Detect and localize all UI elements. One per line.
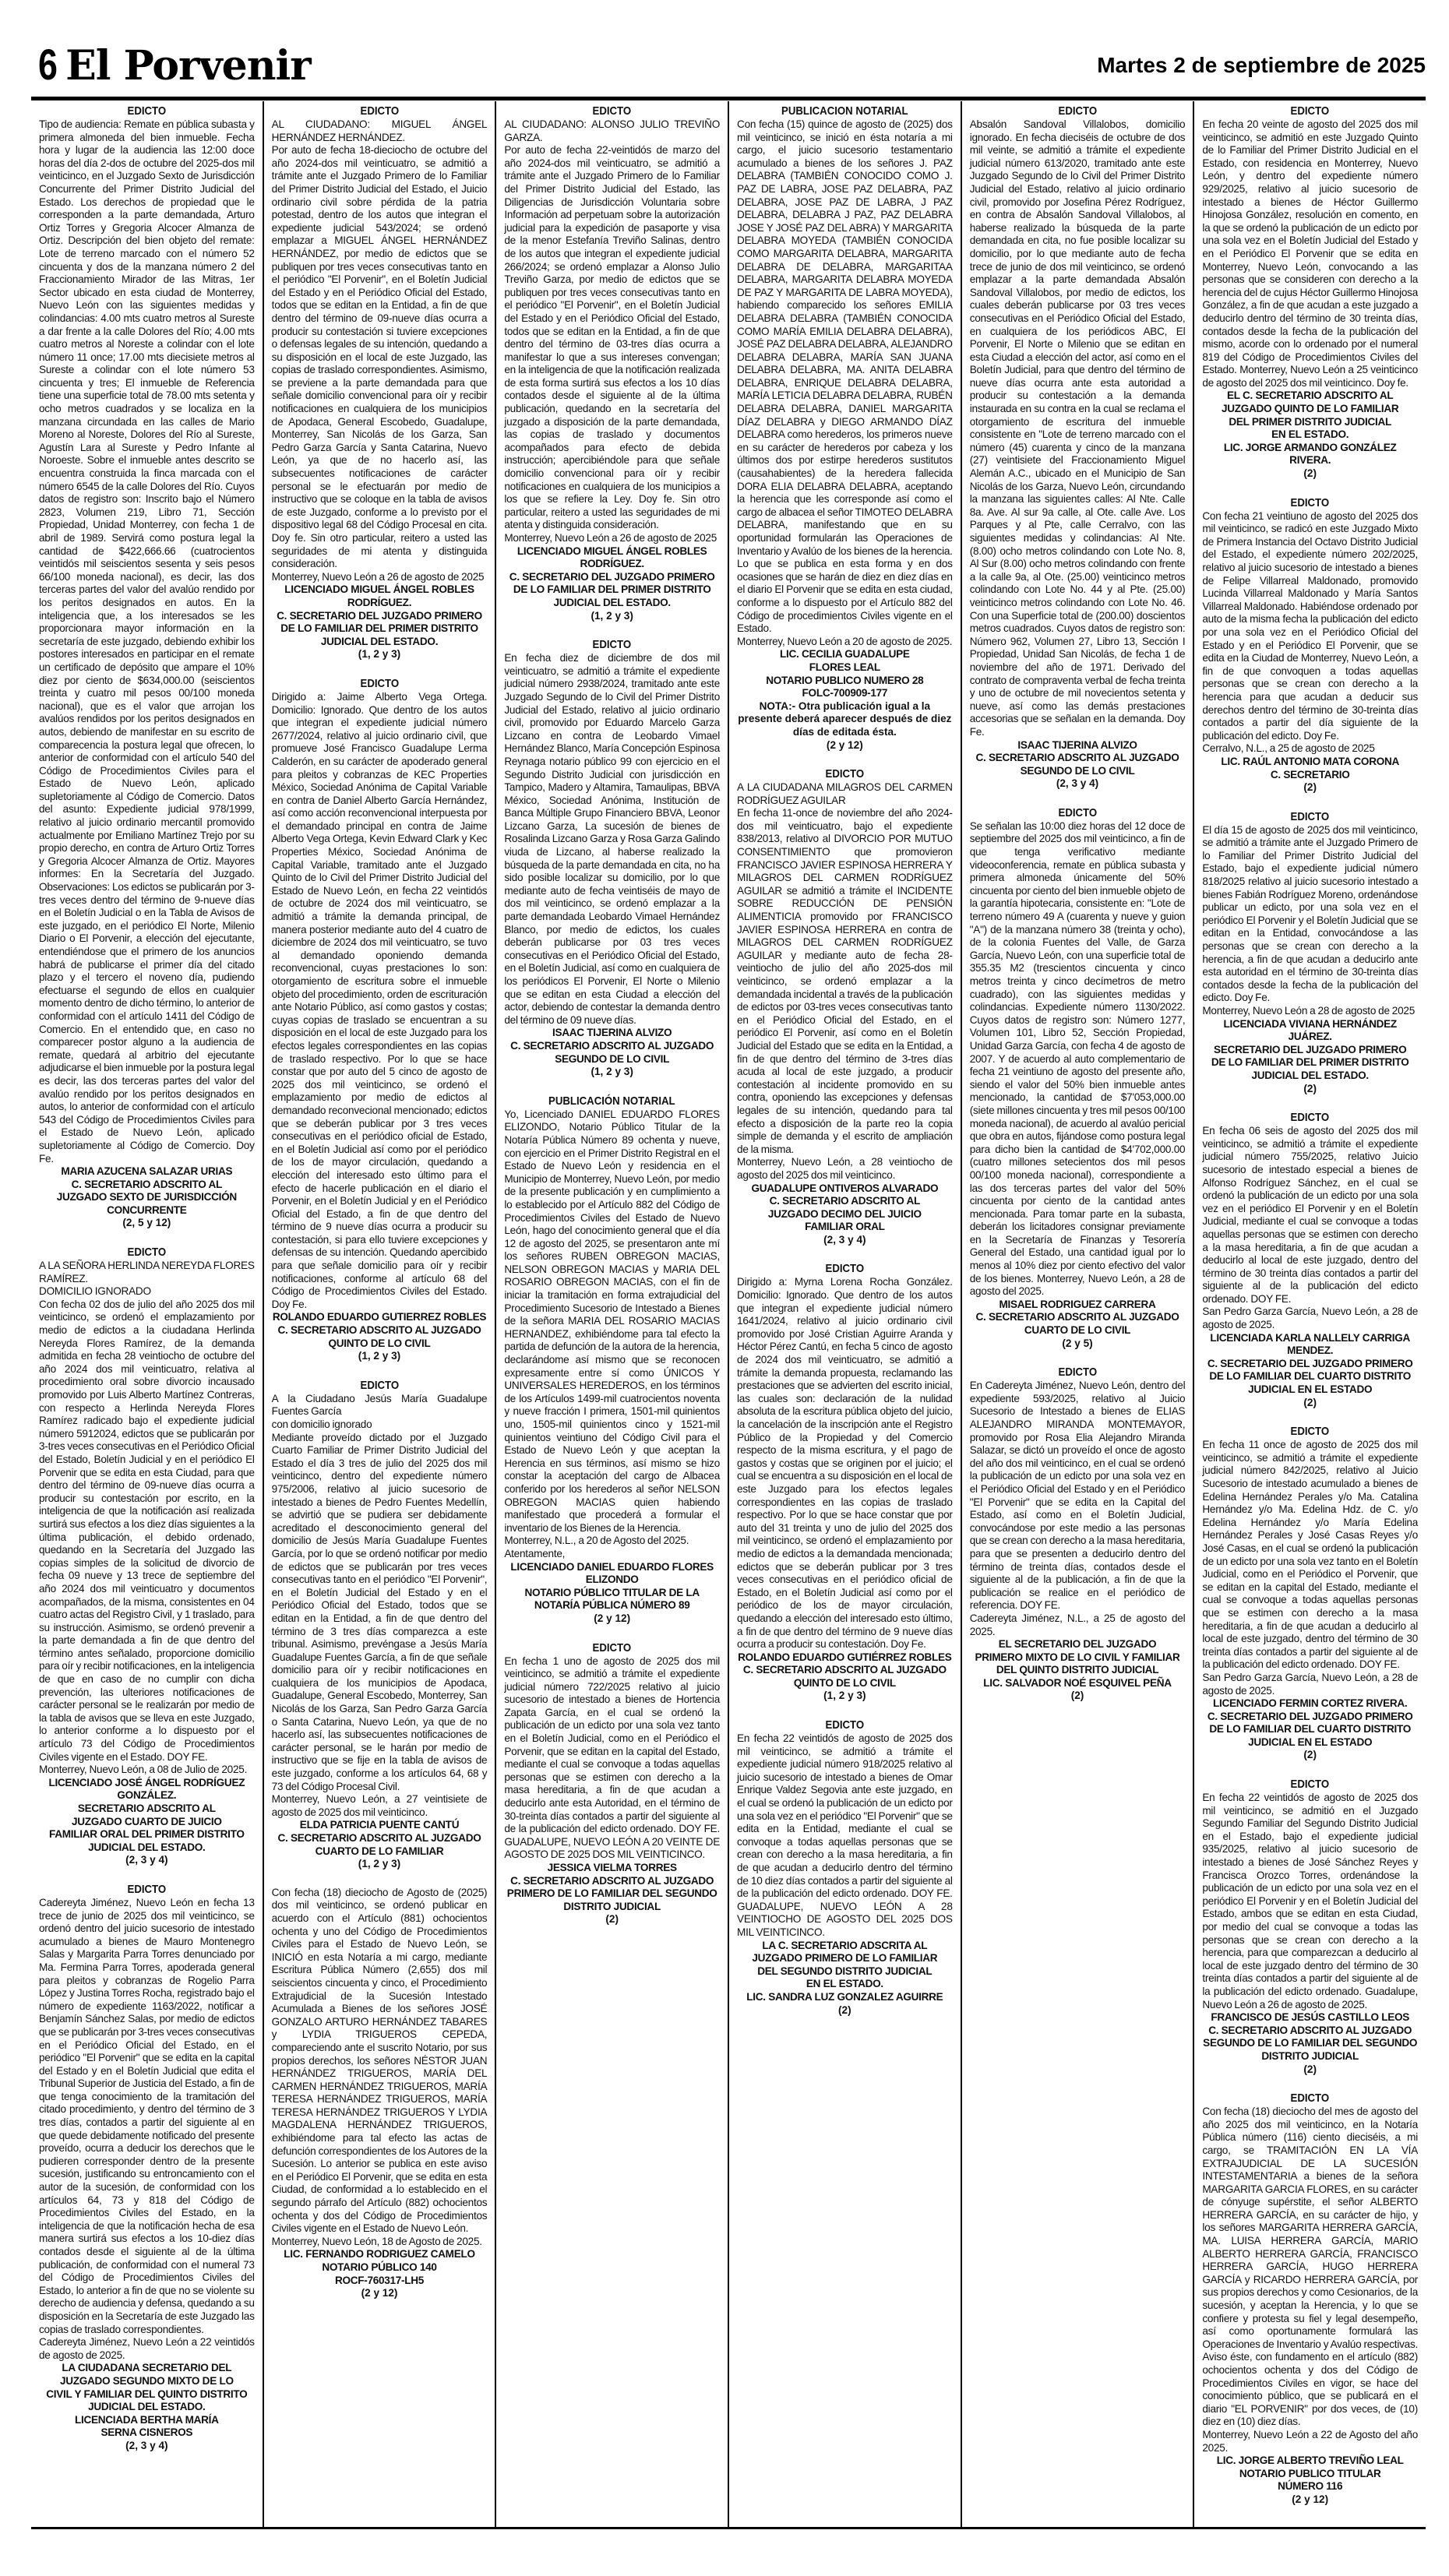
legal-notice	[1202, 1111, 1418, 1409]
signature-line: EL C. SECRETARIO ADSCRITO AL	[1226, 389, 1394, 402]
publication-note: NOTA:- Otra publicación igual a la presente deberá aparecer después de diez días de editada ésta.	[738, 700, 952, 738]
signature-block	[1202, 2454, 1418, 2493]
signature-block	[1202, 389, 1418, 467]
signature-line: LIC. SALVADOR NOÉ ESQUIVEL PEÑA	[983, 1676, 1172, 1689]
signature-line: RODRÍGUEZ.	[347, 596, 412, 608]
signature-line: C. SECRETARIO ADSCRITO AL JUZGADO	[742, 1664, 947, 1676]
signature-line: CUARTO DE LO FAMILIAR	[315, 1845, 444, 1857]
notice-paragraph: Cerralvo, N.L., a 25 de agosto de 2025	[1202, 742, 1375, 755]
notice-title: EDICTO	[1290, 2091, 1330, 2106]
signature-line: C. SECRETARIO ADSCRITO AL JUZGADO	[510, 1039, 714, 1052]
legal-notice	[1202, 1425, 1418, 1762]
notice-paragraph: Cadereyta Jiménez, Nuevo León a 22 veintidós de agosto de 2025.	[39, 2336, 255, 2361]
notice-paragraph: Monterrey, N.L., a 20 de Agosto del 2025.	[504, 1535, 689, 1547]
signature-line: LIC. CECILIA GUADALUPE	[780, 648, 910, 661]
notice-title: EDICTO	[1058, 1366, 1097, 1380]
signature-line: NOTARÍA PÚBLICA NÚMERO 89	[534, 1599, 690, 1612]
signature-line: JUZGADO DECIMO DEL JUICIO	[767, 1207, 922, 1220]
notice-paragraph: San Pedro Garza García, Nuevo León, a 28 de agosto de 2025.	[1202, 1671, 1419, 1697]
notice-body	[1202, 118, 1418, 389]
notice-paragraph: con domicilio ignorado	[271, 1418, 372, 1430]
notice-paragraph: Absalón Sandoval Villalobos, domicilio ignorado. En fecha dieciséis de octubre de dos mil veinte, se admitió a trámite el expediente judicial número 613/2020, tramitado ante este Juzgado Segundo de lo Civil del Primer Distrito Judicial del Estado, relativo al juicio ordinario civil, promovido por Josefina Pérez Rodríguez, en contra de Absalón Sandoval Villalobos, al haberse realizado la búsqueda de la parte demandada en cita, no fue posible localizar su domicilio, por lo que mediante auto de fecha trece de junio de dos mil veinticinco, se ordenó emplazar a la parte demandada Absalón Sandoval Villalobos, por medio de edictos, los cuales deberán publicarse por 03 tres veces consecutivas en el Periódico Oficial del Estado, en cualquiera de los periódicos ABC, El Porvenir, El Norte o Milenio que se editan en esta Ciudad a elección del actor, así como en el Boletín Judicial, para que dentro del término de nueve días ocurra ante esta autoridad a producir su contestación a la demanda instaurada en su contra en la cual se reclama el otorgamiento de escritura del inmueble consistente en "Lote de terreno marcado con el número (45) cuarenta y cinco de la manzana (27) veintisiete del Fraccionamiento Miguel Alemán A.C., ubicado en el Municipio de San Nicolás de los Garza, Nuevo León, circundando la manzana las siguientes calles: Al Nte. Calle 8a. Ave. Al sur 9a calle, al Ote. calle Ave. Los Parques y al Pte, calle Cerralvo, con las siguientes medidas y colindancias: Al Nte. (8.00) ocho metros colindando con Lote No. 8, Al Sur (8.00) ocho metros colindando con frente a la calle 9a, al Ote. (25.00) veinticinco metros colindando con Lote No. 44 y al Pte. (25.00) veinticinco metros colindando con Lote No. 46. Con una Superficie total de (200.00) doscientos metros cuadrados. Cuyos datos de registro son: Número 962, Volumen 27, Libro 13, Sección I Propiedad, Unidad San Nicolás, de fecha 1 de noviembre del año de 1971. Derivado del contrato de compraventa verbal de fecha treinta y uno de octubre de mil novecientos setenta y nueve, así como las demás prestaciones accesorias que se señalan en la demanda. Doy Fe.	[969, 118, 1186, 738]
signature-line: LICENCIADO FERMIN CORTEZ RIVERA.	[1212, 1697, 1408, 1710]
signature-line: ROLANDO EDUARDO GUTIERREZ ROBLES	[272, 1311, 487, 1323]
publication-code: (2)	[1303, 2063, 1317, 2075]
legal-notice	[737, 767, 953, 1246]
signature-block	[1202, 1697, 1418, 1749]
notice-body	[737, 118, 953, 648]
column-6	[1194, 101, 1426, 2527]
notice-body	[1202, 510, 1418, 756]
publication-code: (1, 2 y 3)	[591, 609, 633, 622]
signature-line: LA C. SECRETARIO ADSCRITA AL	[762, 1939, 928, 1951]
signature-line: NOTARIO PUBLICO TITULAR	[1239, 2467, 1381, 2479]
notice-body	[970, 820, 1186, 1299]
legal-notice	[1202, 104, 1418, 481]
signature-line: SECRETARIO DEL JUZGADO PRIMERO	[1214, 1043, 1407, 1055]
notice-body	[272, 1393, 488, 1820]
publication-code: (2)	[838, 2003, 851, 2016]
signature-line: JUZGADO PRIMERO DE LO FAMILIAR	[752, 1952, 938, 1965]
notice-title: EDICTO	[825, 1718, 865, 1732]
signature-block	[1202, 1332, 1418, 1397]
signature-block	[1202, 2011, 1418, 2063]
notice-title: EDICTO	[1290, 1425, 1330, 1439]
column-1	[31, 101, 264, 2527]
notice-body	[504, 1108, 720, 1561]
signature-line: JUDICIAL EN EL ESTADO	[1248, 1736, 1373, 1748]
publication-code: (2, 3 y 4)	[125, 1854, 168, 1866]
legal-notice	[39, 104, 255, 1230]
publication-code: (2 y 12)	[826, 738, 863, 751]
signature-block	[272, 2248, 488, 2287]
notice-paragraph: Con fecha (18) dieciocho del mes de agosto del año 2025 dos mil veinticinco, en la Notaría Pública número (116) ciento dieciséis, a mi cargo, se TRAMITACIÓN EN LA VÍA EXTRAJUDICIAL DE LA SUCESIÓN INTESTAMENTARIA a bienes de la señora MARGARITA GARCIA FLORES, en su carácter de cónyuge supérstite, el señor ALBERTO HERRERA GARCÍA, en su carácter de hijo, y los señores MARGARITA HERRERA GARCÍA, MA. LUISA HERRERA GARCÍA, MARIO ALBERTO HERRERA GARCÍA, FRANCISCO HERRERA GARCÍA, HUGO HERRERA GARCÍA y RICARDO HERRERA GARCÍA, por sus propios derechos y como Cesionarios, de la sucesión, y aceptan la Herencia, y lo que se confiere y protesta su fiel y legal desempeño, así como oportunamente formulará las Operaciones de Inventario y Avalúo respectivas. Aviso éste, con fundamento en el artículo (882) ochocientos ochenta y dos del Código de Procedimientos Civiles en vigor, se hace del conocimiento público, que se publicará en el diario "EL PORVENIR" por dos veces, de (10) diez en (10) diez días.	[1202, 2106, 1419, 2428]
notice-paragraph: Cadereyta Jiménez, Nuevo León en fecha 13 trece de junio de 2025 dos mil veinticinco, se ordenó dentro del juicio sucesorio de intestado acumulado a bienes de Mauro Montenegro Salas y Margarita Parra Torres denunciado por Ma. Fermina Parra Torres, apoderada general para pleitos y cobranzas de Rogelio Parra López y Justina Torres Rocha, registrado bajo el número de expediente 1163/2022, notificar a Benjamín Sánchez Salas, por medio de edictos que se publicarán por 3-tres veces consecutivas en el Periódico Oficial del Estado, en el periódico "El Porvenir" que se edita en la capital del Estado y en el Boletín Judicial que edita el Tribunal Superior de Justicia del Estado, a fin de que tenga conocimiento de la tramitación del citado procedimiento, y dentro del término de 3 tres días, contados a partir del siguiente al en que quede debidamente notificado del presente proveído, ocurra a deducir los derechos que le pudieren corresponder dentro de la presente sucesión, justificando su entroncamiento con el autor de la sucesión, de conformidad con los artículos 64, 73 y 818 del Código de Procedimientos Civiles del Estado, en la inteligencia de que la notificación hecha de esa manera surtirá sus efectos a los 10-diez días contados desde el siguiente al de la última publicación, de conformidad con el numeral 73 del Código de Procedimientos Civiles del Estado, lo anterior a fin de que no se violente su derecho de audiencia y defensa, quedando a su disposición en la Secretaría de este Juzgado las copias de traslado correspondientes.	[39, 1896, 255, 2335]
signature-line: NÚMERO 116	[1278, 2480, 1343, 2493]
notice-body	[1202, 1439, 1418, 1697]
signature-line: CONCURRENTE	[107, 1203, 187, 1216]
signature-block	[737, 1182, 953, 1234]
notice-paragraph: En fecha 22 veintidós de agosto de 2025 dos mil veinticinco, se admitió en el Juzgado Segundo Familiar del Segundo Distrito Judicial en el Estado, bajo el expediente judicial 935/2025, relativo al juicio sucesorio de intestado a bienes de José Sánchez Reyes y Francisca Orozco Torres, ordenándose la publicación de un edicto por una sola vez en el periódico El Porvenir y en el Boletín Judicial del Estado, ambos que se editan en esta Ciudad, por medio del cual se convoque a todas las personas que se crean con derecho a la herencia, para que comparezcan a deducirlo al local de este juzgado dentro del término de 30 treinta días contados a partir del siguiente al de la publicación del edicto ordenado. Guadalupe, Nuevo León a 26 de agosto de 2025.	[1202, 1792, 1419, 2010]
notice-title: EDICTO	[360, 104, 399, 118]
signature-line: GONZÁLEZ.	[117, 1789, 177, 1802]
notice-title: EDICTO	[360, 1378, 399, 1392]
notice-paragraph: AL CIUDADANO: MIGUEL ÁNGEL HERNÁNDEZ HERNÁNDEZ.	[271, 118, 488, 143]
signature-line: RODRÍGUEZ.	[580, 558, 644, 570]
notice-paragraph: En fecha 11-once de noviembre del año 2024-dos mil veinticuatro, bajo el expediente 838/2013, relativo al DIVORCIO POR MUTUO CONSENTIMIENTO que promovieron FRANCISCO JAVIER ESPINOSA HERRERA Y MILAGROS DEL CARMEN RODRÍGUEZ AGUILAR se admitió a trámite el INCIDENTE SOBRE REDUCCIÓN DE PENSIÓN ALIMENTICIA promovido por FRANCISCO JAVIER ESPINOSA HERRERA en contra de MILAGROS DEL CARMEN RODRÍGUEZ AGUILAR y mediante auto de fecha 28-veintiocho de julio del año 2025-dos mil veinticinco, se ordenó emplazar a la demandada incidental a través de la publicación de edictos por 03-tres veces consecutivas tanto en el Periódico Oficial del Estado, en el periódico El Porvenir, así como en el Boletín Judicial del Estado que se edita en la Entidad, a fin de que dentro del término de 3-tres días acuda al local de este juzgado, a producir contestación al incidente promovido en su contra, oponiendo las excepciones y defensas legales de su intención, quedando para tal efecto a disposición de la parte reo la copia simple de demanda y el escrito de ampliación de la misma.	[737, 807, 953, 1155]
column-3	[496, 101, 729, 2527]
notice-paragraph: Mediante proveído dictado por el Juzgado Cuarto Familiar de Primer Distrito Judicial del Estado el día 3 tres de julio del 2025 dos mil veinticinco, dentro del expediente número 975/2006, relativo al juicio sucesorio de intestado a bienes de Pedro Fuentes Medellín, se advirtió que se pudiera ser debidamente acreditado el desconocimiento general del domicilio de Jesús María Guadalupe Fuentes García, por lo que se ordenó notificar por medio de edictos que se publicarán por tres veces consecutivas tanto en el periódico "El Porvenir", en el Boletín Judicial del Estado y en el Periódico Oficial del Estado, todos que se editan en la Entidad, a fin de que dentro del término de 3 tres días comparezca a este tribunal. Asimismo, prevéngase a Jesús María Guadalupe Fuentes García, a fin de que señale domicilio para oír y recibir notificaciones en cualquiera de los municipios de Apodaca, Guadalupe, General Escobedo, Monterrey, San Nicolás de los Garza, San Pedro Garza García o Santa Catarina, Nuevo León, ya que de no hacerlo así, las subsecuentes notificaciones de carácter personal, se le harán por medio de instructivo que se fije en la tabla de avisos de este juzgado, conforme a los artículos 64, 68 y 73 del Código Procesal Civil.	[271, 1431, 488, 1792]
legal-notice	[1202, 496, 1418, 795]
notice-body	[504, 118, 720, 545]
legal-notice	[1202, 2091, 1418, 2506]
signature-line: NOTARIO PÚBLICO TITULAR DE LA	[524, 1586, 700, 1598]
publication-code: (2)	[1303, 467, 1317, 480]
signature-block	[39, 1165, 255, 1217]
signature-line: EN EL ESTADO.	[806, 1978, 883, 1990]
signature-line: MISAEL RODRIGUEZ CARRERA	[999, 1298, 1156, 1310]
signature-line: ROCF-760317-LH5	[334, 2274, 425, 2286]
notice-title: EDICTO	[592, 104, 632, 118]
notice-paragraph: Monterrey, Nuevo León a 28 de agosto de 2025	[1202, 1005, 1416, 1017]
publication-code: (2, 3 y 4)	[823, 1233, 866, 1246]
signature-line: EN EL ESTADO.	[1271, 428, 1349, 441]
signature-line: LIC. SANDRA LUZ GONZALEZ AGUIRRE	[746, 1990, 943, 2003]
signature-line: C. SECRETARIO ADSCRITO AL JUZGADO	[975, 752, 1179, 764]
notice-paragraph: En fecha 20 veinte de agosto del 2025 dos mil veinticinco, se admitió en este Juzgado Quinto de lo Familiar del Primer Distrito Judicial en el Estado, con residencia en Monterrey, Nuevo León, y dentro del expediente número 929/2025, relativo al juicio sucesorio de intestado a bienes de Héctor Guillermo Hinojosa González, resolución en comento, en la que se ordenó la publicación de un edicto por una sola vez en el Boletín Judicial del Estado y en el Periódico El Porvenir que se edita en Monterrey, Nuevo León, convocando a las personas que se consideren con derecho a la herencia del de cujus Héctor Guillermo Hinojosa González, a fin de que acudan a este juzgado a deducirlo dentro del término de 30 treinta días, contados desde la fecha de la publicación del mismo, acorde con lo ordenado por el numeral 819 del Código de Procedimientos Civiles del Estado. Monterrey, Nuevo León a 25 veinticinco de agosto del 2025 dos mil veinticinco. Doy fe.	[1202, 118, 1419, 389]
signature-block	[272, 1311, 488, 1350]
notice-paragraph: Por auto de fecha 22-veintidós de marzo del año 2024-dos mil veinticuatro, se admitió a trámite ante el Juzgado Primero de lo Familiar del Primer Distrito Judicial del Estado, las Diligencias de Jurisdicción Voluntaria sobre Información ad perpetuam sobre la autorización judicial para la expedición de pasaporte y visa de la menor Estefanía Treviño Salinas, dentro de los autos que integran el expediente judicial 266/2024; se ordenó emplazar a Alonso Julio Treviño Garza, por medio de edictos que se publiquen por tres veces consecutivas tanto en el periódico "El Porvenir", en el Boletín Judicial del Estado y en el Periódico Oficial del Estado, todos que se editan en la Entidad, a fin de que dentro del término de 03-tres días ocurra a manifestar lo que a sus intereses convengan; en la inteligencia de que la notificación realizada de esta forma surtirá sus efectos a los 10 días contados desde el siguiente al de la última publicación, quedando en la secretaría del juzgado a disposición de la parte demandada, las copias de traslado y documentos acompañados para efecto de debida instrucción; apercibiéndole para que señale domicilio convencional para oír y recibir notificaciones en cualquiera de los municipios a los que se refiere la Ley. Doy fe. Sin otro particular, reitero a usted las seguridades de mi atenta y distinguida consideración.	[504, 144, 721, 531]
signature-line: SECRETARIO ADSCRITO AL	[77, 1802, 216, 1814]
publication-code: (1, 2 y 3)	[358, 648, 401, 661]
legal-notice	[272, 677, 488, 1363]
legal-notice	[970, 806, 1186, 1350]
signature-line: CUARTO DE LO CIVIL	[1024, 1324, 1131, 1337]
signature-line: C. SECRETARIO DEL JUZGADO PRIMERO	[277, 609, 482, 622]
publication-code: (2)	[1303, 1082, 1317, 1094]
legal-notice	[272, 104, 488, 661]
signature-line: LICENCIADA VIVIANA HERNÁNDEZ JUÁREZ.	[1223, 1017, 1397, 1043]
masthead-rule	[31, 97, 1426, 100]
signature-line: C. SECRETARIO ADSCRITO AL JUZGADO	[510, 1874, 714, 1887]
signature-line: FRANCISCO DE JESÚS CASTILLO LEOS	[1211, 2011, 1410, 2024]
signature-line: LICENCIADO DANIEL EDUARDO FLORES	[510, 1560, 714, 1573]
notice-paragraph: Con fecha 02 dos de julio del año 2025 dos mil veinticinco, se ordenó el emplazamiento por medio de edictos a la ciudadana Herlinda Nereyda Flores Ramírez, de la demanda admitida en fecha 28 veintiocho de octubre del año 2024 dos mil veinticuatro, relativa al procedimiento oral sobre divorcio incausado promovido por Luis Alberto Martínez Contreras, con respecto a Herlinda Nereyda Flores Ramírez radicado bajo el expediente judicial número 5912024, edictos que se publicarán por 3-tres veces consecutivas en el Periódico Oficial del Estado, Boletín Judicial y en el periódico El Porvenir que se edita en esta Ciudad, para que dentro del término de 09-nueve días ocurra a producir su contestación por escrito, en la inteligencia de que la notificación así realizada surtirá sus efectos a los diez días siguientes a la última publicación, el debido ordenado, quedando en la Secretaría del Juzgado las copias simples de la solicitud de divorcio de fecha 09 nueve y 13 trece de septiembre del año 2024 dos mil veinticuatro y documentos acompañados, de la misma, consistentes en 04 cuatro actas del Registro Civil, y 1 traslado, para su instrucción. Asimismo, se ordenó prevenir a la parte demandada a fin de que dentro del término antes señalado, proporcione domicilio para oír y recibir notificaciones, en la inteligencia de que en caso de no cumplir con dicha prevención, las ulteriores notificaciones de carácter personal se le realizarán por medio de la tabla de avisos que se lleva en este Juzgado, lo anterior conforme a lo dispuesto por el artículo 73 del Código de Procedimientos Civiles vigente en el Estado. DOY FE.	[39, 1298, 255, 1763]
signature-block	[1202, 756, 1418, 781]
notice-title: EDICTO	[592, 1640, 632, 1654]
signature-line: JUZGADO SEGUNDO MIXTO DE LO	[59, 2374, 234, 2387]
signature-block	[504, 545, 720, 610]
signature-line: FAMILIAR ORAL	[805, 1221, 885, 1233]
notice-paragraph: En fecha 1 uno de agosto de 2025 dos mil veinticinco, se admitió a trámite el expediente judicial número 722/2025 relativo al juicio sucesorio de intestado a bienes de Hortencia Zapata García, en el cual se ordenó la publicación de un edicto por una sola vez tanto en el Boletín Judicial, como en el Periódico el Porvenir, que se editan en la capital del Estado, mediante el cual se convoque a todas aquellas personas que se estimen con derecho a la masa hereditaria, a fin de que acudan a deducirlo ante esta Autoridad, en el término de 30-treinta días contados a partir del siguiente al de la publicación del edicto ordenado. DOY FE. GUADALUPE, NUEVO LEÓN A 20 VEINTE DE AGOSTO DE 2025 DOS MIL VEINTICINCO.	[504, 1654, 721, 1861]
signature-line: DE LO FAMILIAR DEL CUARTO DISTRITO	[1209, 1370, 1412, 1383]
notice-title: EDICTO	[1290, 495, 1330, 509]
notice-body	[737, 1276, 953, 1651]
signature-line: LICENCIADA BERTHA MARÍA	[75, 2413, 219, 2426]
publication-code: (2, 3 y 4)	[125, 2439, 168, 2451]
notice-title: EDICTO	[825, 1262, 865, 1276]
masthead	[31, 41, 1426, 95]
newspaper-name: El Porvenir	[65, 42, 311, 90]
signature-line: C. SECRETARIO ADSCRITO AL JUZGADO	[975, 1311, 1179, 1323]
notice-paragraph: Monterrey, Nuevo León a 26 de agosto de 2025	[504, 532, 717, 544]
publication-code: (2 y 12)	[594, 1612, 631, 1624]
signature-block	[737, 1940, 953, 2004]
notice-body	[1202, 2106, 1418, 2454]
notice-body	[272, 1887, 488, 2249]
notice-body	[737, 781, 953, 1182]
publication-code: (2 y 12)	[361, 2287, 398, 2299]
notice-paragraph: Dirigido a: Jaime Alberto Vega Ortega. Domicilio: Ignorado. Que dentro de los autos que integran el expediente judicial número 2677/2024, relativo al juicio ordinario civil, que promueve José Francisco Guadalupe Lerma Calderón, en su carácter de apoderado general para pleitos y cobranzas de KEC Properties México, Sociedad Anónima de Capital Variable en contra de Daniel Alberto García Hernández, así como acción reconvencional interpuesta por el demandado principal en contra de Jaime Alberto Vega Ortega, Kevin Edward Clark y Kec Properties México, Sociedad Anónima de Capital Variable, tramitado ante el Juzgado Quinto de lo Civil del Primer Distrito Judicial del Estado de Nuevo León, en fecha 22 veintidós de octubre de 2024 dos mil veinticuatro, se admitió a trámite la demanda principal, de manera posterior mediante auto del 4 cuatro de diciembre de 2024 dos mil veinticuatro, se tuvo al demandado oponiendo demanda reconvencional, cuyas prestaciones lo son: otorgamiento de escritura sobre el inmueble objeto del procedimiento, orden de escrituración ante Notario Público, así como gastos y costas; cuyas copias de traslado se encuentran a su disposición en el local de este Juzgado para los efectos legales correspondientes en las copias de traslado respectivo. Por lo que se hace constar que por auto del 5 cinco de agosto de 2025 dos mil veinticinco, se ordenó el emplazamiento por medio de edictos al demandado reconvecional mencionado; edictos que se deberán publicar por 3 tres veces consecutivas en el periódico oficial de Estado, en el Boletín Judicial así como por el periódico de los de mayor circulación, quedando a elección del interesado esto último para el efecto de hacerle publicación en el diario el Porvenir, en el Boletín Judicial y en el Periódico Oficial del Estado, a fin de que dentro del término de 9 nueve días ocurra a producir su contestación, si para ello tuviere excepciones y defensas de su intención. Quedando apercibido para que señale domicilio para oír y recibir notificaciones, conforme al artículo 68 del Código de Procedimientos Civiles del Estado. Doy Fe.	[271, 690, 488, 1310]
signature-line: LICENCIADO JOSÉ ÁNGEL RODRÍGUEZ	[48, 1776, 245, 1788]
legal-notice	[272, 1379, 488, 1871]
signature-line: FOLC-700909-177	[802, 687, 888, 700]
signature-line: JUDICIAL DEL ESTADO.	[88, 1841, 206, 1853]
notice-paragraph: En fecha 22 veintidós de agosto de 2025 dos mil veinticinco, se admitió a trámite el expediente judicial número 918/2025 relativo al juicio sucesorio de intestado a bienes de Omar Enrique Valdez Segovia ante este juzgado, en el cual se ordenó la publicación de un edicto por una sola vez en el periódico "El Porvenir" que se edita en la Entidad, mediante el cual se convoque a todas aquellas personas que se crean con derecho a la masa hereditaria, a fin de que acudan a deducirlo dentro del término de 10 diez días contados a partir del siguiente al de la publicación del edicto ordenado. DOY FE. GUADALUPE, NUEVO LEÓN A 28 VEINTIOCHO DE AGOSTO DEL 2025 DOS MIL VEINTICINCO.	[737, 1732, 953, 1938]
notice-paragraph: En fecha 06 seis de agosto del 2025 dos mil veinticinco, se admitió a trámite el expediente judicial número 755/2025, relativo Juicio sucesorio de intestado especial a bienes de Alfonso Rodríguez Sánchez, en el cual se ordenó la publicación de un edicto por una sola vez en el periódico El Porvenir y en el Boletín Judicial, mediante el cual se convoque a todas aquellas personas que se estimen con derecho a la masa hereditaria, a fin de que acudan a deducirlo al local de este juzgado, dentro del término de 30 treinta días contados a partir del siguiente al de la publicación del edicto ordenado. DOY FE.	[1202, 1125, 1419, 1305]
notice-paragraph: En fecha 11 once de agosto de 2025 dos mil veinticinco, se admitió a trámite el expediente judicial número 842/2025, relativo al Juicio Sucesorio de intestado acumulado a bienes de Edelina Hernández Perales y/o Ma. Catalina Hernández y/o Ma. Edelina Hdz. de C. y/o Edelina Hernández y/o María Edelina Hernández Perales y José Casas Reyes y/o José Casas, en el cual se ordenó la publicación de un edicto por una sola vez tanto en el Boletín Judicial, como en el Periódico el Porvenir, que se editan en la capital del Estado, mediante el cual se convoque a todas aquellas personas que se estimen con derecho a la masa hereditaria, a fin de que acudan a deducirlo al local de este juzgado, dentro del término de 30 treinta días contados a partir del siguiente al de la publicación del edicto ordenado. DOY FE.	[1202, 1439, 1419, 1671]
signature-line: PRIMERO MIXTO DE LO CIVIL Y FAMILIAR	[975, 1651, 1180, 1663]
signature-line: DE LO FAMILIAR DEL PRIMER DISTRITO	[280, 622, 478, 635]
notice-title: EDICTO	[1058, 805, 1097, 819]
signature-line: JUZGADO QUINTO DE LO FAMILIAR	[1221, 403, 1399, 415]
notice-paragraph: Monterrey, Nuevo León, a 08 de Julio de 2025.	[39, 1764, 248, 1776]
notice-paragraph: Dirigido a: Myrna Lorena Rocha González. Domicilio: Ignorado. Que dentro de los autos que integran el expediente judicial número 1641/2024, relativo al juicio ordinario civil promovido por José Cristian Aguirre Aranda y Héctor Pérez Cantú, en fecha 5 cinco de agosto de 2024 dos mil veinticuatro, se admitió a trámite la demanda propuesta, reclamando las prestaciones que se advierten del escrito inicial, las cuales son: declaración de la nulidad absoluta de la escritura pública objeto del juicio, la cancelación de la inscripción ante el Registro Público de la Propiedad y del Comercio respecto de la misma escritura, y el pago de gastos y costas que se originen por el juicio; el cual se encuentra a su disposición en el local de este Juzgado para los efectos legales correspondientes en las copias de traslado respectivo. Por lo que se hace constar que por auto del 31 treinta y uno de julio del 2025 dos mil veinticinco, se ordenó el emplazamiento por medio de edictos a la demandada mencionada; edictos que se deberán publicar por 3 tres veces consecutivas en el periódico oficial de Estado, en el Boletín Judicial así como por el periódico de los de mayor circulación, quedando a elección del interesado esto último, a fin de que dentro del término de 9 nueve días ocurra a producir su contestación. Doy Fe.	[737, 1276, 953, 1651]
notice-paragraph: Atentamente,	[504, 1547, 566, 1559]
notice-title: EDICTO	[1058, 104, 1097, 118]
signature-block	[272, 1819, 488, 1858]
signature-line: ISAAC TIJERINA ALVIZO	[1017, 738, 1137, 751]
legal-notice	[737, 1262, 953, 1703]
notice-title: EDICTO	[127, 1246, 167, 1260]
signature-line: JUDICIAL DEL ESTADO.	[88, 2401, 206, 2413]
notice-paragraph: Se señalan las 10:00 diez horas del 12 doce de septiembre del 2025 dos mil veinticinco, a fin de que tenga verificativo mediante videoconferencia, remate en pública subasta y primera almoneda únicamente del 50% cincuenta por ciento del bien inmueble objeto de la garantía hipotecaria, consistente en: "Lote de terreno número 49 A (cuarenta y nueve y guion "A") de la manzana número 38 (treinta y ocho), de la colonia Fuentes del Valle, de Garza García, Nuevo León, con una superficie total de 355.35 M2 (trescientos cincuenta y cinco metros treinta y cinco decímetros de metro cuadrado), con las siguientes medidas y colindancias. Expediente número 1130/2022. Cuyos datos de registro son: Número 1277, Volumen 101, Libro 52, Sección Propiedad, Unidad Garza García, con fecha 4 de agosto de 2007. Y de acuerdo al auto complementario de fecha 21 veintiuno de agosto del presente año, siendo el valor del 50% bien inmueble antes mencionado, la cantidad de $7'053,000.00 (siete millones cincuenta y tres mil pesos 00/100 moneda nacional), de acuerdo al avalúo pericial que obra en autos, fijándose como postura legal para dicho bien la cantidad de $4'702,000.00 (cuatro millones setecientos dos mil pesos 00/100 moneda nacional), correspondiente a las dos terceras partes del valor del 50% cincuenta por ciento de la cantidad antes mencionada. Para tomar parte en la subasta, deberán los licitadores consignar previamente en la Secretaría de Finanzas y Tesorería General del Estado, una cantidad igual por lo menos al 10% diez por ciento efectivo del valor de los bienes. Monterrey, Nuevo León, a 28 de agosto del 2025.	[969, 819, 1186, 1298]
signature-line: PRIMERO DE LO FAMILIAR DEL SEGUNDO	[506, 1887, 717, 1900]
legal-notice	[504, 104, 720, 622]
notice-paragraph: El día 15 de agosto de 2025 dos mil veinticinco, se admitió a trámite ante el Juzgado Primero de lo Familiar del Primer Distrito Judicial del Estado, bajo el expediente judicial número 818/2025 relativo al juicio sucesorio intestado a bienes Fabián Rodríguez Moreno, ordenándose publicar un edicto, por una sola vez en el periódico El Porvenir y el Boletín Judicial que se editan en la Entidad, convocándose a las personas que se crean con derecho a la herencia, a fin de que acudan a deducirlo ante esta autoridad en el término de 30-treinta días contados desde la fecha de la publicación del edicto. Doy Fe.	[1202, 823, 1419, 1004]
notice-paragraph: DOMICILIO IGNORADO	[39, 1285, 151, 1298]
signature-line: SEGUNDO DE LO CIVIL	[1020, 764, 1135, 777]
signature-block	[1202, 1018, 1418, 1083]
notice-paragraph: Cadereyta Jiménez, N.L., a 25 de agosto del 2025.	[969, 1612, 1186, 1637]
signature-line: C. SECRETARIO DEL JUZGADO PRIMERO	[509, 570, 715, 583]
legal-notice	[504, 1094, 720, 1626]
publication-code: (1, 2 y 3)	[358, 1858, 401, 1870]
notice-body	[970, 118, 1186, 739]
signature-line: ELIZONDO	[585, 1573, 639, 1586]
signature-line: ELDA PATRICIA PUENTE CANTÚ	[299, 1819, 460, 1831]
signature-line: DISTRITO JUDICIAL	[563, 1900, 661, 1912]
signature-line: GUADALUPE ONTIVEROS ALVARADO	[751, 1182, 939, 1194]
signature-block	[970, 739, 1186, 778]
signature-block	[504, 1862, 720, 1913]
column-5	[962, 101, 1195, 2527]
signature-line: LIC. RAÚL ANTONIO MATA CORONA	[1221, 755, 1400, 767]
signature-line: LICENCIADO MIGUEL ÁNGEL ROBLES	[284, 583, 474, 596]
signature-line: JUDICIAL DEL ESTADO.	[320, 635, 439, 647]
signature-line: C. SECRETARIO	[1270, 768, 1350, 781]
notice-title: EDICTO	[127, 104, 167, 118]
publication-code: (2)	[1070, 1690, 1084, 1702]
notice-paragraph: Con fecha (18) dieciocho de Agosto de (2025) dos mil veinticinco, se ordenó publicar en acuerdo con el Artículo (881) ochocientos ochenta y uno del Código de Procedimientos Civiles para el Estado de Nuevo León, se INICIÓ en esta Notaría a mi cargo, mediante Escritura Pública Número (2,655) dos mil seiscientos cincuenta y cinco, el Procedimiento Extrajudicial de la Sucesión Intestado Acumulada a Bienes de los señores JOSÉ GONZALO ARTURO HERNÁNDEZ TABARES y LYDIA TRIGUEROS CEPEDA, compareciendo ante el suscrito Notario, por sus propios derechos, los señores NÉSTOR JUAN HERNÁNDEZ TRIGUEROS, MARÍA DEL CARMEN HERNÁNDEZ TRIGUEROS, MARÍA TERESA HERNÁNDEZ TRIGUEROS, MARÍA TERESA HERNÁNDEZ TRIGUEROS Y LYDIA MAGDALENA HERNÁNDEZ TRIGUEROS, exhibiéndome para tal efecto las actas de defunción correspondientes de los Autores de la Sucesión. Lo anterior se publica en este aviso en el Periódico El Porvenir, que se edita en esta Ciudad, de conformidad a lo establecido en el segundo párrafo del Artículo (882) ochocientos ochenta y dos del Código de Procedimientos Civiles vigente en el Estado de Nuevo León.	[271, 1886, 488, 2235]
signature-line: C. SECRETARIO DEL JUZGADO PRIMERO	[1207, 1357, 1413, 1369]
notice-paragraph: Con fecha (15) quince de agosto de (2025) dos mil veinticinco, se inició en ésta notaría a mi cargo, el juicio sucesorio testamentario acumulado a bienes de los señores J. PAZ DELABRA (TAMBIÉN CONOCIDO COMO J. PAZ DE LABRA, JOSE PAZ DELABRA, PAZ DELABRA, JOSE PAZ DE LABRA, J PAZ DELABRA, DELABRA J PAZ, PAZ DELABRA JOSE Y JOSÉ PAZ DEL ABRA) Y MARGARITA DELABRA MOYEDA (TAMBIÉN CONOCIDA COMO MARGARITA DELABRA, MARGARITA DELABRA DE DELABRA, MARGARITAA DELABRA, MARGARITA DELABRA MOYEDA DE PAZ Y MARGARITA DE LABRA MOYEDA), habiendo comparecido los señores EMILIA DELABRA DELABRA (TAMBIÉN CONOCIDA COMO MARÍA EMILIA DELABRA DELABRA), JOSÉ PAZ DELABRA DELABRA, ALEJANDRO DELABRA DELABRA, MARÍA SAN JUANA DELABRA DELABRA, MA. ANITA DELABRA DELABRA, ENRIQUE DELABRA DELABRA, MARÍA LETICIA DELABRA DELABRA, RUBÉN DELABRA DELABRA, DANIEL MARGARITA DÍAZ DELABRA y DIEGO ARMANDO DÍAZ DELABRA como herederos, los primeros nueve en su carácter de herederos por cabeza y los últimos dos por estirpe herederos sustitutos (causahabientes) de la heredera fallecida DORA ELIA DELABRA DELABRA, aceptando la herencia que les corresponde así como el cargo de albacea el señor TIMOTEO DELABRA DELABRA, manifestando que en su oportunidad formularán las Operaciones de Inventario y Avalúo de los bienes de la herencia. Lo que se publica en esta forma y en dos ocasiones que se harán de diez en diez días en el diario El Porvenir que se edita en esta ciudad, conforme a lo dispuesto por el Artículo 882 del Código de procedimientos Civiles vigente en el Estado.	[737, 118, 953, 635]
notice-body	[970, 1380, 1186, 1638]
legal-notice	[504, 638, 720, 1079]
notice-title: EDICTO	[127, 1882, 167, 1896]
signature-block	[39, 1777, 255, 1855]
signature-block	[39, 2362, 255, 2440]
notice-paragraph: Monterrey, Nuevo León a 26 de agosto de 2025	[271, 570, 485, 583]
signature-block	[504, 1027, 720, 1066]
signature-line: SEGUNDO DE LO FAMILIAR DEL SEGUNDO	[1203, 2037, 1418, 2049]
notice-paragraph: San Pedro Garza García, Nuevo León, a 28 de agosto de 2025.	[1202, 1306, 1419, 1331]
newspaper-logo	[36, 41, 311, 90]
notice-body	[1202, 824, 1418, 1018]
signature-line: FLORES LEAL	[809, 661, 880, 673]
publication-code: (2 y 12)	[1292, 2493, 1329, 2505]
signature-line: LIC. JORGE ALBERTO TREVIÑO LEAL	[1216, 2454, 1404, 2467]
signature-line: MENDEZ.	[1287, 1344, 1334, 1357]
notice-paragraph: En Cadereyta Jiménez, Nuevo León, dentro del expediente 593/2025, relativo al Juicio Sucesorio de Intestado a bienes de ELIAS ALEJANDRO MIRANDA MONTEMAYOR, promovido por Rosa Elia Alejandro Miranda Salazar, se dictó un proveído el once de agosto del año dos mil veinticinco, en el cual se ordenó la publicación de un edicto por una sola vez en el Periódico Oficial del Estado y en el Periódico "El Porvenir" que se edita en la Capital del Estado, así como en el Boletín Judicial, convocándose por este medio a las personas que se crean con derecho a la masa hereditaria, para que se presenten a deducirlo dentro del término de treinta días, contados desde el siguiente al de la publicación, a fin de que la publicación se realice en el periódico de referencia. DOY FE.	[969, 1380, 1186, 1612]
page-number: 6	[38, 40, 58, 89]
publication-code: (2)	[605, 1913, 619, 1926]
signature-line: C. SECRETARIO ADSCRITO AL JUZGADO	[277, 1832, 481, 1844]
signature-line: LIC. JORGE ARMANDO GONZÁLEZ RIVERA.	[1223, 441, 1397, 467]
legal-notice	[970, 1366, 1186, 1703]
signature-line: DISTRITO JUDICIAL	[1261, 2049, 1359, 2062]
column-2	[264, 101, 497, 2527]
publication-code: (2, 5 y 12)	[122, 1217, 171, 1229]
signature-block	[970, 1299, 1186, 1337]
notice-body	[1202, 1792, 1418, 2011]
legal-notice	[1202, 1778, 1418, 2076]
signature-line: JUDICIAL EN EL ESTADO	[1248, 1383, 1373, 1396]
publication-code: (2)	[1303, 1396, 1317, 1408]
signature-line: C. SECRETARIO DEL JUZGADO PRIMERO	[1207, 1710, 1413, 1722]
signature-line: JUZGADO CUARTO DE JUICIO	[71, 1815, 222, 1827]
legal-notice	[272, 1887, 488, 2300]
signature-line: C. SECRETARIO ADSCRITO AL JUZGADO	[1208, 2024, 1412, 2036]
notice-body	[504, 652, 720, 1027]
signature-line: C. SECRETARIO ADSCRITO AL JUZGADO	[277, 1324, 481, 1337]
signature-line: LA CIUDADANA SECRETARIO DEL	[62, 2362, 232, 2374]
signature-block	[737, 1651, 953, 1690]
signature-line: DE LO FAMILIAR DEL PRIMER DISTRITO	[1211, 1056, 1409, 1069]
notice-body	[737, 1732, 953, 1940]
notice-paragraph: AL CIUDADANO: ALONSO JULIO TREVIÑO GARZA.	[504, 118, 721, 143]
notice-paragraph: Monterrey, Nuevo León a 22 de Agosto del año 2025.	[1202, 2428, 1419, 2454]
signature-line: C. SECRETARIO ADSCRITO AL	[769, 1195, 921, 1207]
notice-paragraph: Con fecha 21 veintiuno de agosto del 2025 dos mil veinticinco, se radicó en este Juzgado Mixto de Primera Instancia del Octavo Distrito Judicial del Estado, el expediente número 202/2025, relativo al juicio sucesorio de intestado a bienes de Felipe Villarreal Maldonado, promovido Lucinda Villarreal Maldonado y María Santos Villarreal Maldonado. Habiéndose ordenado por auto de la misma fecha la publicación del edicto por una sola vez en el Periódico Oficial del Estado y en el Periódico El Porvenir, que se edita en la Ciudad de Monterrey, Nuevo León, a fin de que convoquen a todas aquellas personas que se crean con derecho a la herencia para que acudan a deducir sus derechos dentro del término de 30-treinta días contados a partir del día siguiente de la publicación del edicto. Doy Fe.	[1202, 509, 1419, 742]
notice-paragraph: A LA SEÑORA HERLINDA NEREYDA FLORES RAMÍREZ.	[39, 1260, 255, 1284]
signature-line: CIVIL Y FAMILIAR DEL QUINTO DISTRITO	[46, 2387, 248, 2400]
notice-paragraph: A LA CIUDADANA MILAGROS DEL CARMEN RODRÍGUEZ AGUILAR	[737, 781, 953, 806]
signature-line: SEGUNDO DE LO CIVIL	[555, 1052, 670, 1065]
signature-line: DE LO FAMILIAR DEL PRIMER DISTRITO	[513, 583, 711, 596]
notice-paragraph: Tipo de audiencia: Remate en pública subasta y primera almoneda del bien inmueble. Fecha hora y lugar de la audiencia las 12:00 doce horas del día 2-dos de octubre del 2025-dos mil veinticinco, en el Juzgado Sexto de Jurisdicción Concurrente del Primer Distrito Judicial del Estado. Los derechos de propiedad que le corresponden a la parte demandada, Arturo Ortiz Torres y Gregoria Alcocer Almanza de Ortiz. Descripción del bien objeto del remate: Lote de terreno marcado con el número 52 cincuenta y dos de la manzana número 2 del Fraccionamiento Mirador de las Mitras, 1er Sector ubicado en esta ciudad de Monterrey, Nuevo León con las siguientes medidas y colindancias: 4.00 mts cuatro metros al Sureste a dar frente a la calle Dolores del Río; 4.00 mts cuatro metros al Noreste a colindar con el lote número 11 once; 17.00 mts diecisiete metros al Sureste a colindar con el lote número 53 cincuenta y tres; El inmueble de Referencia tiene una superficie total de 78.00 mts setenta y ocho metros cuadrados y se localiza en la manzana circundada en las calles de Mario Moreno al Noreste, Dolores del Río al Sureste, Agustín Lara al Sureste y Pedro Infante al Noroeste. Sobre el inmueble antes descrito se encuentra construida la finca marcada con el número 6545 de la calle Dolores del Río. Cuyos datos de registro son: Inscrito bajo el Número 2823, Volumen 219, Libro 71, Sección Propiedad, Unidad Monterrey, con fecha 1 de abril de 1989. Servirá como postura legal la cantidad de $422,666.66 (cuatrocientos veintidós mil seiscientos sesenta y seis pesos 66/100 moneda nacional), es decir, las dos terceras partes del valor del avalúo rendido por los peritos designados en autos. En la inteligencia que, a los interesados se les proporcionara mayor información en la secretaría de este juzgado, debiendo exhibir los postores interesados en participar en el remate un certificado de depósito que ampare el 10% diez por ciento de $634,000.00 (seiscientos treinta y cuatro mil pesos 00/100 moneda nacional), que es el valor que arrojan los avalúos rendidos por los peritos designados en autos, debiendo de manifestar en su escrito de comparecencia la postura legal que ofrecen, lo anterior de conformidad con el artículo 540 del Código de Procedimientos Civiles para el Estado de Nuevo León, aplicado supletoriamente al Código de Comercio. Datos del asunto: Expediente judicial 978/1999, relativo al juicio ordinario mercantil promovido actualmente por Emiliano Martínez Trejo por su propio derecho, en contra de Arturo Ortiz Torres y Gregoria Alcocer Almanza de Ortiz. Mayores informes: En la Secretaría del Juzgado. Observaciones: Los edictos se publicarán por 3-tres veces dentro del término de 9-nueve días en el Boletín Judicial o en la Tabla de Avisos de este juzgado, en el periódico El Norte, Milenio Diario o El Porvenir, a elección del ejecutante, entendiéndose que el primero de los anuncios habrá de publicarse el primer día del citado plazo y el tercero el noveno día, pudiendo efectuarse el segundo de ellos en cualquier momento dentro de dicho término, lo anterior de conformidad con el artículo 1411 del Código de Comercio. En el entendido que, en caso no comparecer postor alguno a la audiencia de remate, quedará al arbitrio del ejecutante adjudicarse el bien inmueble por la postura legal es decir, las dos terceras partes del valor del avalúo rendido por los peritos designados en autos, lo anterior de conformidad con el artículo 543 del Código de Procedimientos Civiles para el Estado de Nuevo León, aplicado supletoriamente al Código de Comercio. Doy Fe.	[39, 118, 255, 1165]
notice-title: EDICTO	[1290, 1778, 1330, 1792]
publication-code: (2)	[1303, 1749, 1317, 1761]
notice-paragraph: En fecha diez de diciembre de dos mil veinticuatro, se admitió a trámite el expediente judicial número 2938/2024, tramitado ante este Juzgado Segundo de lo Civil del Primer Distrito Judicial del Estado, relativo al juicio ordinario civil, promovido por Eduardo Marcelo Garza Lizcano en contra de Leobardo Vimael Hernández Blanco, María Concepción Espinosa Reynaga notario público 99 con ejercicio en el Segundo Distrito Judicial con jurisdicción en Tampico, Madero y Altamira, Tamaulipas, BBVA México, Sociedad Anónima, Institución de Banca Múltiple Grupo Financiero BBVA, Leonor Lizcano Garza, La sucesión de bienes de Rosalinda Lizcano Garza y Rosa Garza Galindo viuda de Lizcano, al haberse realizado la búsqueda de la parte demandada en cita, no ha sido posible localizar su domicilio, por lo que mediante auto de fecha veintiséis de mayo de dos mil veinticinco, se ordenó emplazar a la parte demandada Leobardo Vimael Hernández Blanco, por medio de edictos, los cuales deberán publicarse por 03 tres veces consecutivas en el Periódico Oficial del Estado, en el Boletín Judicial, así como en cualquiera de los periódicos El Porvenir, El Norte o Milenio que se editan en esta Ciudad a elección del actor, debiendo de contestar la demanda dentro del término de 09 nueve días.	[504, 652, 721, 1026]
signature-line: C. SECRETARIO ADSCRITO AL	[71, 1178, 223, 1190]
legal-notice	[737, 1718, 953, 2017]
publication-code: (2 y 5)	[1062, 1337, 1093, 1349]
notice-title: EDICTO	[592, 638, 632, 652]
notice-title: PUBLICACION NOTARIAL	[781, 104, 908, 118]
notice-title: EDICTO	[360, 676, 399, 690]
notice-body	[39, 118, 255, 1165]
notice-body	[39, 1260, 255, 1777]
publication-code: (2)	[1303, 781, 1317, 794]
notice-paragraph: Yo, Licenciado DANIEL EDUARDO FLORES ELIZONDO, Notario Público Titular de la Notaría Pública Número 89 ochenta y nueve, con ejercicio en el Primer Distrito Registral en el Estado de Nuevo León y residencia en el Municipio de Monterrey, Nuevo León, por medio de la presente publicación y en cumplimiento a lo establecido por el Artículo 882 del Código de Procedimientos Civiles del Estado de Nuevo León, hago del conocimiento general que el día 12 de agosto del 2025, se presentaron ante mí los señores RUBEN OBREGON MACIAS, NELSON OBREGON MACIAS y MARIA DEL ROSARIO OBREGON MACIAS, con el fin de iniciar la tramitación en forma extrajudicial del Procedimiento Sucesorio de Intestado a Bienes de la señora MARIA DEL ROSARIO MACIAS HERNANDEZ, exhibiéndome para tal efecto la partida de defunción de la autora de la herencia, declarándome así mismo que se reconocen expresamente entre sí como ÚNICOS Y UNIVERSALES HEREDEROS, en los términos de los Artículos 1499-mil cuatrocientos noventa y nueve fracción I primera, 1501-mil quinientos uno, 1505-mil quinientos cinco y 1521-mil quinientos veintiuno del Código Civil para el Estado de Nuevo León y que aceptan la Herencia en sus términos, así mismo se hizo constar la aceptación del cargo de Albacea conferido por los herederos al señor NELSON OBREGON MACIAS quien habiendo manifestado que procederá a formular el inventario de los Bienes de la Herencia.	[504, 1108, 721, 1534]
signature-line: LICENCIADO MIGUEL ÁNGEL ROBLES	[516, 544, 707, 557]
signature-line: FAMILIAR ORAL DEL PRIMER DISTRITO	[49, 1828, 245, 1841]
legal-notice	[39, 1246, 255, 1867]
signature-line: MARIA AZUCENA SALAZAR URIAS	[61, 1165, 233, 1178]
publication-code: (1, 2 y 3)	[358, 1350, 401, 1362]
notice-body	[272, 118, 488, 583]
signature-block	[970, 1638, 1186, 1690]
signature-block	[737, 648, 953, 700]
column-4	[729, 101, 962, 2527]
notice-title: PUBLICACIÓN NOTARIAL	[548, 1094, 675, 1108]
notice-paragraph: Monterrey, Nuevo León, 18 de Agosto de 2025.	[271, 2235, 482, 2247]
notice-paragraph: A la Ciudadano Jesús María Guadalupe Fuentes García	[271, 1392, 488, 1418]
signature-line: QUINTO DE LO CIVIL	[793, 1676, 896, 1689]
publication-code: (2, 3 y 4)	[1056, 777, 1099, 790]
legal-notice	[39, 1883, 255, 2453]
notice-body	[39, 1897, 255, 2362]
signature-line: LIC. FERNANDO RODRIGUEZ CAMELO	[284, 2248, 475, 2261]
notices-columns	[31, 101, 1426, 2527]
signature-line: JUZGADO SEXTO DE JURISDICCIÓN	[56, 1191, 237, 1203]
notice-paragraph: Por auto de fecha 18-dieciocho de octubre del año 2024-dos mil veinticuatro, se admitió a trámite ante el Juzgado Primero de lo Familiar del Primer Distrito Judicial del Estado, el Juicio ordinario civil sobre pérdida de la patria potestad, dentro de los autos que integran el expediente judicial 543/2024; se ordenó emplazar a MIGUEL ÁNGEL HERNÁNDEZ HERNÁNDEZ, por medio de edictos que se publiquen por tres veces consecutivas tanto en el periódico "El Porvenir", en el Boletín Judicial del Estado y en el Periódico Oficial del Estado, todos que se editan en la Entidad, a fin de que dentro del término de 09-nueve días ocurra a producir su contestación si tuviere excepciones o defensas legales de su intención, quedando a su disposición en el local de este Juzgado, las copias de traslado correspondientes. Asimismo, se previene a la parte demandada para que señale domicilio convencional para oír y recibir notificaciones en cualquiera de los municipios de Apodaca, General Escobedo, Guadalupe, Monterrey, San Nicolás de los Garza, San Pedro Garza García y Santa Catarina, Nuevo León, ya que de no hacerlo así, las subsecuentes notificaciones de carácter personal se le efectuarán por medio de instructivo que se coloque en la tabla de avisos de este Juzgado, conforme a lo previsto por el dispositivo legal 68 del Código Procesal en cita. Doy fe. Sin otro particular, reitero a usted las seguridades de mi atenta y distinguida consideración.	[271, 144, 488, 570]
legal-notice	[970, 104, 1186, 791]
notice-paragraph: Monterrey, Nuevo León, a 27 veintisiete de agosto de 2025 dos mil veinticinco.	[271, 1793, 488, 1818]
notice-title: EDICTO	[1290, 104, 1330, 118]
signature-line: DEL SEGUNDO DISTRITO JUDICIAL	[757, 1965, 933, 1977]
signature-line: JUDICIAL DEL ESTADO.	[1251, 1069, 1369, 1081]
signature-block	[272, 583, 488, 648]
notice-title: EDICTO	[825, 767, 865, 781]
signature-line: LICENCIADA KARLA NALLELY CARRIGA	[1210, 1331, 1411, 1344]
legal-notice	[737, 104, 953, 752]
footer-rule	[31, 2527, 1426, 2529]
signature-line: DEL PRIMER DISTRITO JUDICIAL	[1229, 415, 1391, 428]
publication-code: (1, 2 y 3)	[591, 1066, 633, 1078]
signature-line: DEL QUINTO DISTRITO JUDICIAL	[996, 1664, 1159, 1676]
signature-line: QUINTO DE LO CIVIL	[328, 1337, 431, 1349]
publication-code: (1, 2 y 3)	[823, 1690, 866, 1702]
signature-line: EL SECRETARIO DEL JUZGADO	[998, 1638, 1157, 1651]
legal-notice	[504, 1641, 720, 1926]
notice-body	[504, 1655, 720, 1862]
signature-block	[504, 1561, 720, 1612]
signature-line: SERNA CISNEROS	[100, 2426, 193, 2439]
signature-line: JESSICA VIELMA TORRES	[547, 1862, 677, 1873]
notice-body	[272, 691, 488, 1312]
notice-body	[1202, 1125, 1418, 1332]
signature-line: DE LO FAMILIAR DEL CUARTO DISTRITO	[1209, 1723, 1412, 1736]
signature-line: NOTARIO PUBLICO NUMERO 28	[766, 674, 924, 686]
signature-line: ISAAC TIJERINA ALVIZO	[552, 1027, 672, 1039]
issue-date: Martes 2 de septiembre de 2025	[1097, 53, 1426, 77]
legal-notice	[1202, 810, 1418, 1095]
notice-title: EDICTO	[1290, 1111, 1330, 1125]
signature-line: ROLANDO EDUARDO GUTIÉRREZ ROBLES	[738, 1651, 952, 1663]
signature-line: JUDICIAL DEL ESTADO.	[553, 596, 671, 608]
notice-paragraph: Monterrey, Nuevo León, a 28 veintiocho de agosto del 2025 dos mil veinticinco.	[737, 1156, 953, 1181]
signature-line: NOTARIO PÚBLICO 140	[322, 2261, 437, 2273]
notice-paragraph: Monterrey, Nuevo León a 20 de agosto de 2025.	[737, 635, 953, 647]
notice-title: EDICTO	[1290, 809, 1330, 823]
